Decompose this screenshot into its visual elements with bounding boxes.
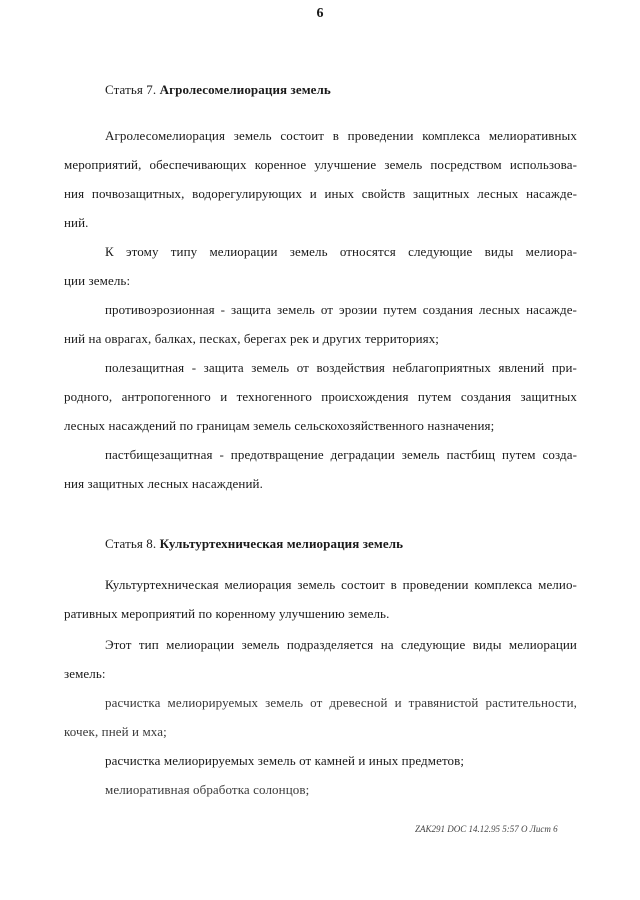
page-number: 6: [316, 6, 324, 21]
list-item-line: расчистка мелиорируемых земель от древесной и травянистой растительности,: [105, 695, 577, 710]
paragraph-line: мероприятий, обеспечивающих коренное улучшение земель посредством использова-: [64, 157, 577, 172]
paragraph-line: земель:: [64, 666, 106, 681]
list-item-line: пастбищезащитная - предотвращение деградации земель пастбищ путем созда-: [105, 447, 577, 462]
paragraph-line: ний.: [64, 215, 89, 230]
list-item-line: расчистка мелиорируемых земель от камней и иных предметов;: [105, 753, 465, 768]
article-7-heading-prefix: Статья 7.: [105, 82, 157, 97]
list-item-line: ния защитных лесных насаждений.: [64, 476, 263, 491]
paragraph-line: ративных мероприятий по коренному улучшению земель.: [64, 606, 390, 621]
list-item-line: ний на оврагах, балках, песках, берегах рек и других территориях;: [64, 331, 440, 346]
list-item-line: мелиоративная обработка солонцов;: [105, 782, 310, 797]
list-item-line: родного, антропогенного и техногенного происхождения путем создания защитных: [64, 389, 577, 404]
list-item-line: противоэрозионная - защита земель от эрозии путем создания лесных насажде-: [105, 302, 577, 317]
article-8-heading: [105, 536, 403, 552]
list-item-line: лесных насаждений по границам земель сельскохозяйственного назначения;: [64, 418, 495, 433]
document-footer: ZAK291 DOC 14.12.95 5:57 O Лист 6: [415, 824, 558, 834]
paragraph-line: ции земель:: [64, 273, 131, 288]
paragraph-line: Этот тип мелиорации земель подразделяется на следующие виды мелиорации: [105, 637, 577, 652]
paragraph-line: ния почвозащитных, водорегулирующих и иных свойств защитных лесных насажде-: [64, 186, 577, 201]
article-8-heading-title: Культуртехническая мелиорация земель: [159, 536, 404, 551]
paragraph-line: Культуртехническая мелиорация земель состоит в проведении комплекса мелио-: [105, 577, 577, 592]
paragraph-line: Агролесомелиорация земель состоит в проведении комплекса мелиоративных: [105, 128, 577, 143]
article-7-heading-title: Агролесомелиорация земель: [159, 82, 331, 97]
list-item-line: полезащитная - защита земель от воздействия неблагоприятных явлений при-: [105, 360, 577, 375]
article-7-heading: [105, 82, 331, 98]
paragraph-line: К этому типу мелиорации земель относятся следующие виды мелиора-: [105, 244, 577, 259]
list-item-line: кочек, пней и мха;: [64, 724, 167, 739]
article-8-heading-prefix: Статья 8.: [105, 536, 157, 551]
